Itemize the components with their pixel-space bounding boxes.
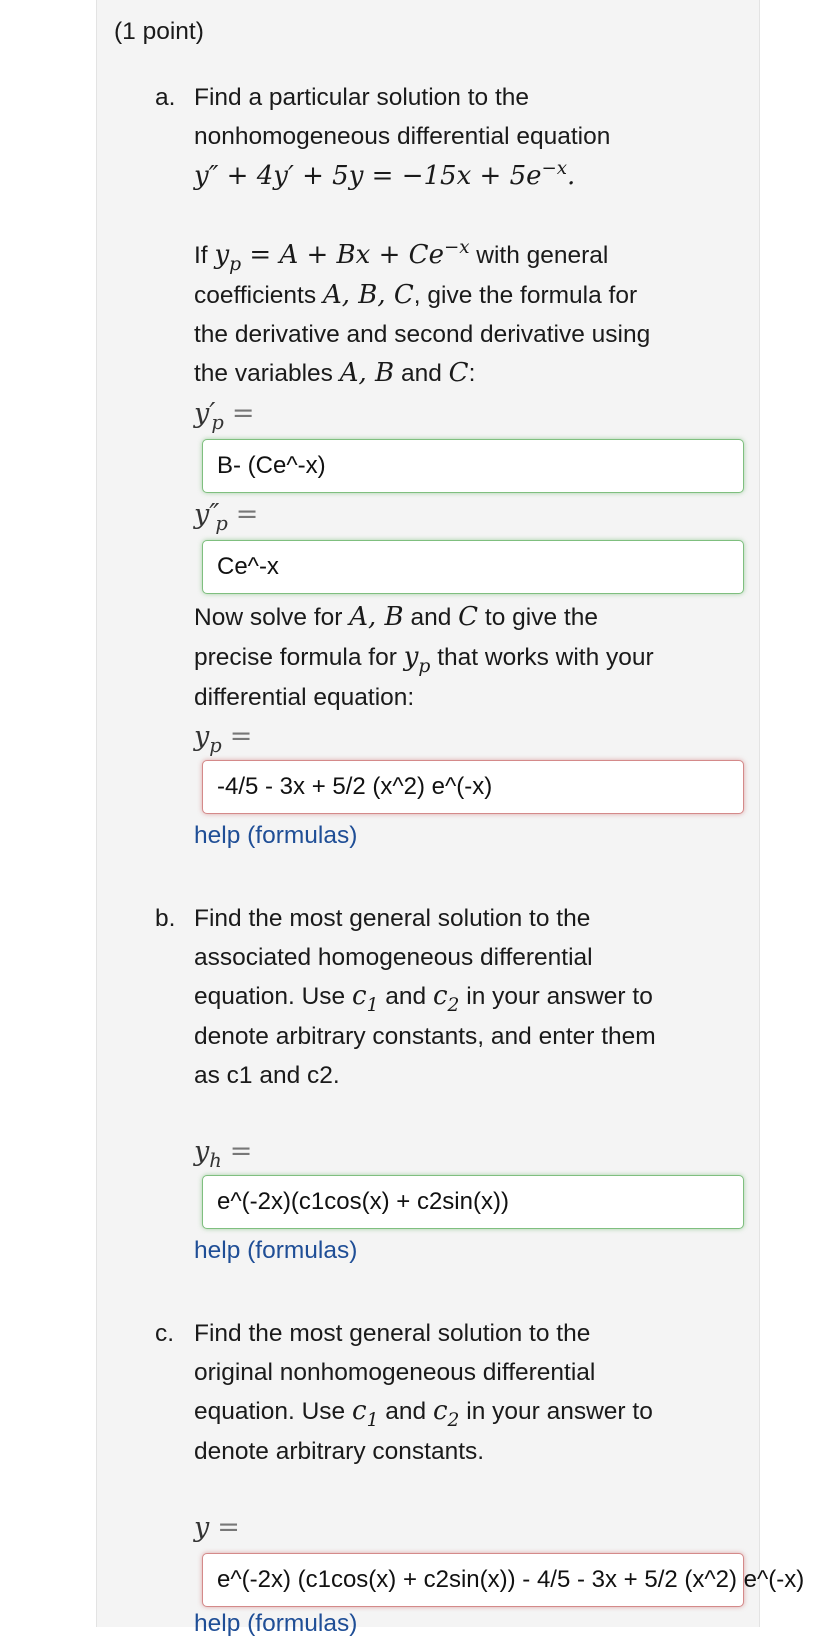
part-b-line3: equation. Use $c_1$ and $c_2$ in your answer to: [194, 981, 653, 1016]
part-c-marker: c.: [155, 1320, 175, 1347]
part-a-line2: nonhomogeneous differential equation: [194, 123, 611, 150]
part-a-deriv-line: the derivative and second derivative using: [194, 321, 651, 348]
yh-input[interactable]: e^(-2x)(c1cos(x) + c2sin(x)): [202, 1175, 744, 1229]
part-c-line4: denote arbitrary constants.: [194, 1438, 485, 1465]
y-label: y =: [194, 1512, 240, 1543]
part-b-marker: b.: [155, 905, 176, 932]
yp-prime-input[interactable]: B- (Ce^-x): [202, 439, 744, 493]
yp-label: $y_p$ =: [194, 721, 253, 757]
part-a-precise-line: precise formula for $y_p$ that works with your: [194, 642, 654, 677]
help-formulas-link-b[interactable]: help (formulas): [194, 1237, 358, 1264]
differential-equation: $y'' + 4y' + 5y = -15x + 5e^{-x}$.: [194, 158, 576, 191]
yp-double-prime-label: $y''_p$ =: [194, 499, 259, 535]
part-c-line2: original nonhomogeneous differential: [194, 1359, 596, 1386]
part-b-line2: associated homogeneous differential: [194, 944, 593, 971]
yp-prime-label: $y'_p$ =: [194, 398, 255, 434]
part-a-line1: Find a particular solution to the: [194, 84, 530, 111]
part-a-vars-line: the variables A, B and C:: [194, 358, 476, 388]
part-a-solve-line: Now solve for A, B and C to give the: [194, 602, 598, 632]
part-b-line1: Find the most general solution to the: [194, 905, 591, 932]
part-a-coeff-line: coefficients A, B, C, give the formula for: [194, 280, 638, 310]
y-input[interactable]: e^(-2x) (c1cos(x) + c2sin(x)) - 4/5 - 3x + 5/2 (x^2) e^(-x): [202, 1553, 744, 1607]
part-c-line1: Find the most general solution to the: [194, 1320, 591, 1347]
part-a-marker: a.: [155, 84, 176, 111]
part-b-line5: as c1 and c2.: [194, 1062, 340, 1089]
part-b-line4: denote arbitrary constants, and enter them: [194, 1023, 656, 1050]
part-c-line3: equation. Use $c_1$ and $c_2$ in your answer to: [194, 1396, 653, 1431]
yp-input[interactable]: -4/5 - 3x + 5/2 (x^2) e^(-x): [202, 760, 744, 814]
help-formulas-link-a[interactable]: help (formulas): [194, 822, 358, 849]
points-label: (1 point): [114, 18, 204, 45]
yh-label: $y_h$ =: [194, 1136, 253, 1172]
part-a-diffeq-line: differential equation:: [194, 684, 415, 711]
part-a-trial-line: If $y_p = A + Bx + Ce^{-x}$ with general: [194, 237, 609, 275]
yp-double-prime-input[interactable]: Ce^-x: [202, 540, 744, 594]
help-formulas-link-c[interactable]: help (formulas): [194, 1610, 358, 1637]
